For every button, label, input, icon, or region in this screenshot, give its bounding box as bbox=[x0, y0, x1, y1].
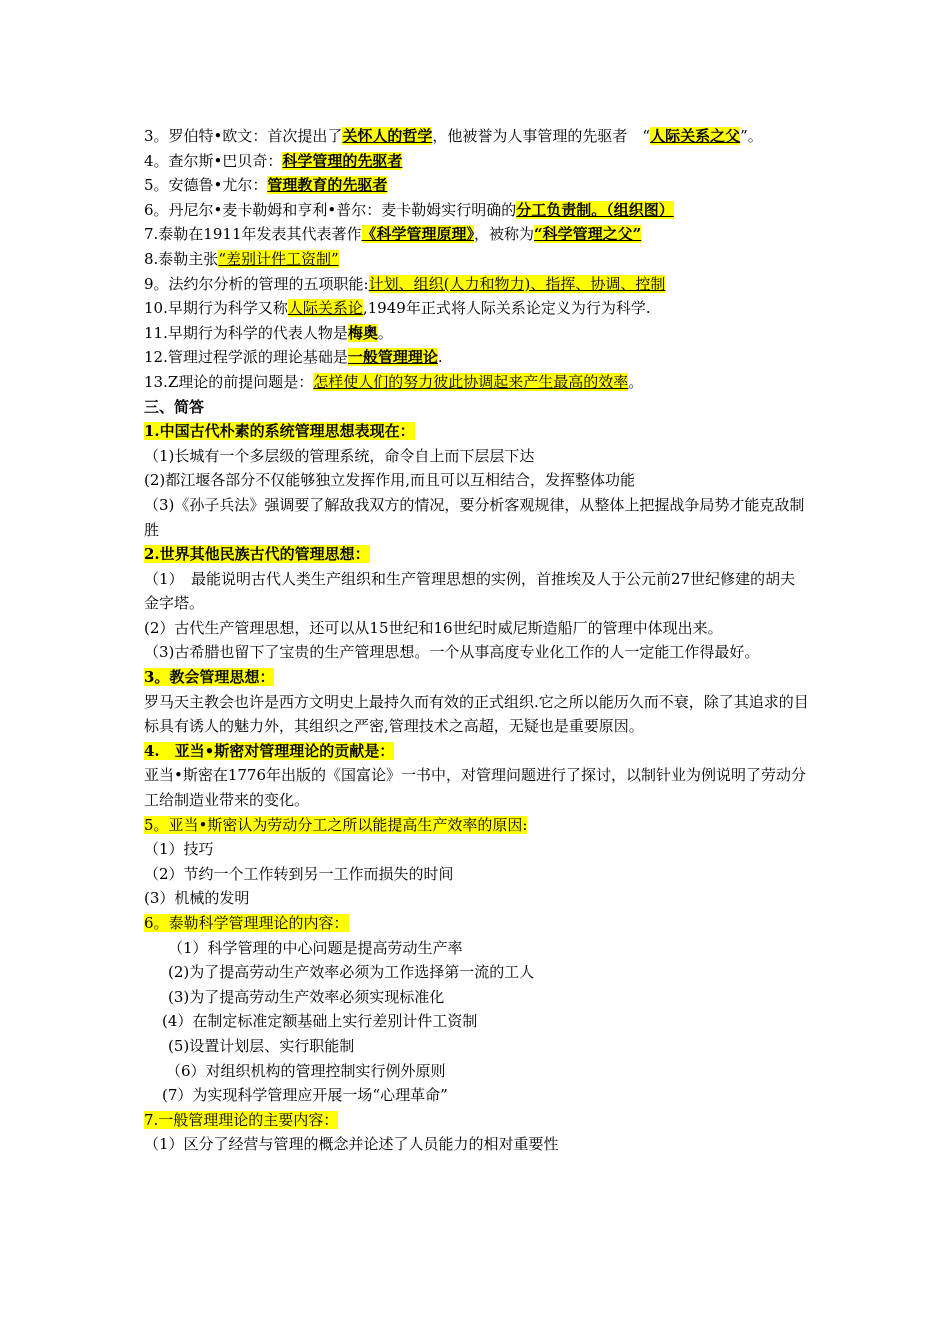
list-item: (2)都江堰各部分不仅能够独立发挥作用,而且可以互相结合，发挥整体功能 bbox=[144, 471, 636, 490]
list-item: (4）在制定标准定额基础上实行差别计件工资制 bbox=[162, 1012, 478, 1031]
answer-10: 10.早期行为科学又称人际关系论,1949年正式将人际关系论定义为行为科学. bbox=[144, 299, 651, 318]
question-title: 7.一般管理理论的主要内容： bbox=[144, 1110, 339, 1129]
answer-6: 6。丹尼尔•麦卡勒姆和亨利•普尔：麦卡勒姆实行明确的分工负责制。（组织图） bbox=[144, 200, 674, 219]
highlight-answer: 一般管理理论 bbox=[347, 348, 438, 367]
question-title: 1.中国古代朴素的系统管理思想表现在： bbox=[144, 422, 415, 441]
list-item: （1）科学管理的中心问题是提高劳动生产率 bbox=[168, 938, 463, 957]
highlight-answer: 科学管理的先驱者 bbox=[282, 151, 403, 170]
question-title: 4. 亚当•斯密对管理理论的贡献是： bbox=[144, 741, 395, 760]
highlight-answer: 人际关系论 bbox=[287, 299, 363, 318]
highlight-answer: 《科学管理原理》 bbox=[361, 225, 475, 244]
highlight-answer: 关怀人的哲学 bbox=[342, 127, 433, 145]
list-item: （1）技巧 bbox=[144, 840, 214, 859]
list-item: （1)长城有一个多层级的管理系统，命令自上而下层层下达 bbox=[144, 446, 535, 465]
list-item: （3)《孙子兵法》强调要了解敌我双方的情况，要分析客观规律，从整体上把握战争局势才能克敌制胜 bbox=[144, 495, 805, 539]
question-title: 3。教会管理思想： bbox=[144, 668, 275, 687]
paragraph: 罗马天主教会也许是西方文明史上最持久而有效的正式组织.它之所以能历久而不衰，除了其追求的目标具有诱人的魅力外，其组织之严密,管理技术之高超，无疑也是重要原因。 bbox=[144, 692, 809, 736]
answer-9: 9。法约尔分析的管理的五项职能:计划、组织(人力和物力)、指挥、协调、控制 bbox=[144, 274, 666, 293]
question-title: 5。亚当•斯密认为劳动分工之所以能提高生产效率的原因: bbox=[144, 815, 528, 834]
list-item: （6）对组织机构的管理控制实行例外原则 bbox=[166, 1061, 446, 1080]
answer-11: 11.早期行为科学的代表人物是梅奥。 bbox=[144, 323, 393, 342]
list-item: (5)设置计划层、实行职能制 bbox=[168, 1036, 355, 1055]
list-item: （1）区分了经营与管理的概念并论述了人员能力的相对重要性 bbox=[144, 1135, 559, 1154]
highlight-answer: 分工负责制。（组织图） bbox=[516, 200, 674, 219]
list-item: (3)为了提高劳动生产效率必须实现标准化 bbox=[168, 987, 445, 1006]
list-item: (7）为实现科学管理应开展一场“心理革命” bbox=[162, 1086, 448, 1105]
list-item: (2）古代生产管理思想，还可以从15世纪和16世纪时威尼斯造船厂的管理中体现出来。 bbox=[144, 618, 723, 637]
answer-3: 3。罗伯特•欧文：首次提出了关怀人的哲学，他被誉为人事管理的先驱者 “人际关系之父”。 bbox=[144, 127, 763, 145]
highlight-answer: “科学管理之父” bbox=[534, 225, 642, 244]
list-item: (3）机械的发明 bbox=[144, 889, 250, 908]
highlight-answer: 管理教育的先驱者 bbox=[267, 176, 388, 195]
answer-5: 5。安德鲁•尤尔：管理教育的先驱者 bbox=[144, 176, 388, 195]
list-item: （3)古希腊也留下了宝贵的生产管理思想。一个从事高度专业化工作的人一定能工作得最好。 bbox=[144, 643, 760, 662]
answer-7: 7.泰勒在1911年发表其代表著作《科学管理原理》，被称为“科学管理之父” bbox=[144, 225, 642, 244]
paragraph: 亚当•斯密在1776年出版的《国富论》一书中，对管理问题进行了探讨，以制针业为例说明了劳动分工给制造业带来的变化。 bbox=[144, 766, 807, 810]
question-title: 2.世界其他民族古代的管理思想： bbox=[144, 545, 370, 564]
list-item: （1） 最能说明古代人类生产组织和生产管理思想的实例，首推埃及人于公元前27世纪修建的胡夫金字塔。 bbox=[144, 569, 796, 613]
highlight-answer: “差别计件工资制” bbox=[218, 249, 339, 268]
answer-13: 13.Z理论的前提问题是：怎样使人们的努力彼此协调起来产生最高的效率。 bbox=[144, 372, 644, 391]
highlight-answer: 梅奥 bbox=[347, 323, 378, 342]
highlight-answer: 怎样使人们的努力彼此协调起来产生最高的效率 bbox=[313, 372, 629, 391]
highlight-answer: 计划、组织(人力和物力)、指挥、协调、控制 bbox=[368, 274, 666, 293]
answer-12: 12.管理过程学派的理论基础是一般管理理论. bbox=[144, 348, 443, 367]
answer-8: 8.泰勒主张“差别计件工资制” bbox=[144, 249, 339, 268]
answer-4: 4。查尔斯•巴贝奇：科学管理的先驱者 bbox=[144, 151, 403, 170]
question-title: 6。泰勒科学管理理论的内容： bbox=[144, 914, 349, 932]
list-item: (2)为了提高劳动生产效率必须为工作选择第一流的工人 bbox=[168, 963, 535, 982]
document-content bbox=[144, 124, 810, 1157]
list-item: （2）节约一个工作转到另一工作而损失的时间 bbox=[144, 864, 454, 883]
highlight-answer: 人际关系之父 bbox=[650, 127, 741, 145]
section-title: 三、简答 bbox=[144, 397, 205, 416]
